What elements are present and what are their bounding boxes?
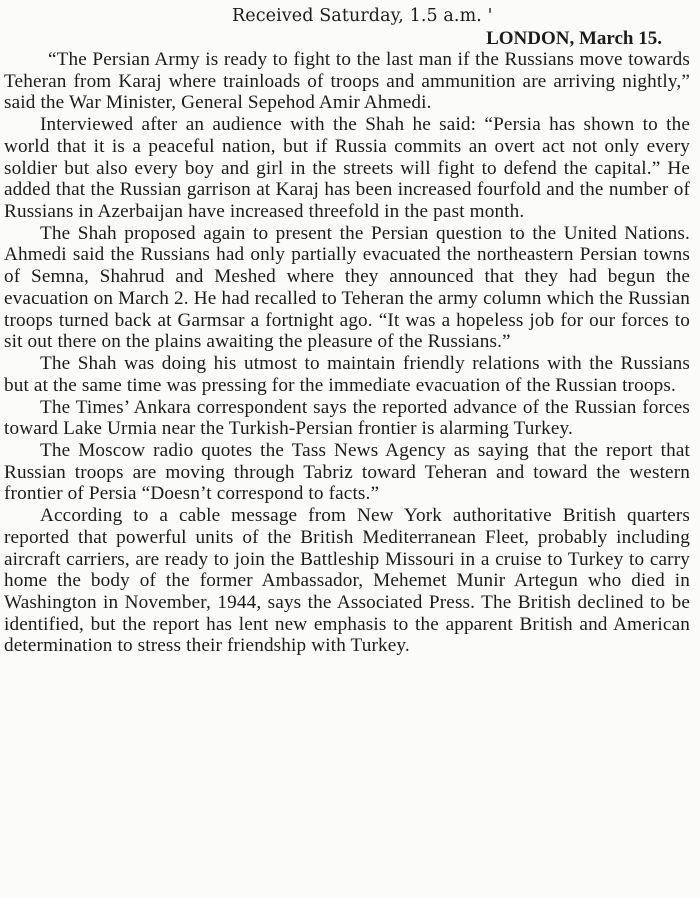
- paragraph-2: Interviewed after an audience with the Shah he said: “Persia has shown to the world that it is a peaceful nation, but if Russia commits an overt act not only every soldier but also every boy and girl in the streets will fight to defend the capital.” He added that the Russian garrison at Karaj has been increased fourfold and the number of Russians in Azerbaijan have increased threefold in the past month.: [4, 114, 690, 223]
- paragraph-5: The Times’ Ankara correspondent says the reported advance of the Russian forces toward Lake Urmia near the Turkish-Persian frontier is alarming Turkey.: [4, 396, 690, 440]
- received-timestamp: Received Saturday, 1.5 a.m. ': [232, 6, 493, 26]
- paragraph-6: The Moscow radio quotes the Tass News Agency as saying that the report that Russian troops are moving through Tabriz toward Teheran and toward the western frontier of Persia “Doesn’t correspond to facts.”: [4, 439, 690, 505]
- paragraph-1: “The Persian Army is ready to fight to the last man if the Russians move towards Teheran from Karaj where trainloads of troops and ammunition are arriving nightly,” said the War Minister, General Sepehod Amir Ahmedi.: [4, 49, 690, 114]
- paragraph-4: The Shah was doing his utmost to maintain friendly relations with the Russians but at the same time was pressing for the immediate evacuation of the Russian troops.: [4, 353, 690, 396]
- paragraph-3: The Shah proposed again to present the Persian question to the United Nations. Ahmedi said the Russians had only partially evacuated the northeastern Persian towns of Semna, Shahrud and Meshed where they announced that they had begun the evacuation on March 2. He had recalled to Teheran the army column which the Russian troops turned back at Garmsar a fortnight ago. “It was a hopeless job for our forces to sit out there on the plains awaiting the pleasure of the Russians.”: [4, 222, 690, 353]
- paragraph-7: According to a cable message from New York authoritative British quarters reported that powerful units of the British Mediterranean Fleet, probably including aircraft carriers, are ready to join the Battleship Missouri in a cruise to Turkey to carry home the body of the former Ambassador, Mehemet Munir Artegun who died in Washington in November, 1944, says the Associated Press. The British declined to be identified, but the report has lent new emphasis to the apparent British and American determination to stress their friendship with Turkey.: [4, 505, 690, 657]
- article-body: [4, 49, 690, 657]
- dateline: LONDON, March 15.: [486, 28, 662, 49]
